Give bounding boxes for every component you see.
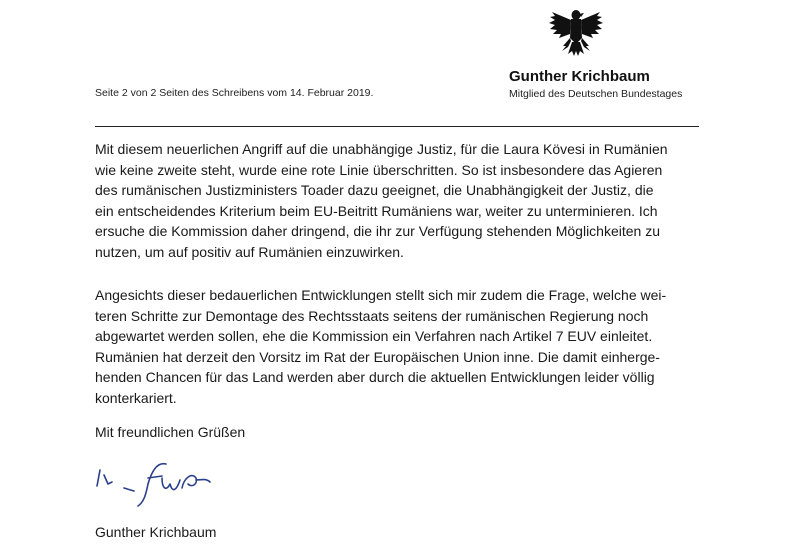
- handwritten-signature: [88, 448, 228, 510]
- text-line: ein entscheidendes Kriterium beim EU-Beitritt Rumäniens war, weiter zu unterminieren. Ich: [95, 202, 658, 219]
- body-paragraph-1: [95, 139, 715, 263]
- text-line: henden Chancen für das Land werden aber durch die aktuellen Entwicklungen leider völlig: [95, 369, 655, 386]
- text-line: Rumänien hat derzeit den Vorsitz im Rat der Europäischen Union inne. Die damit einherge-: [95, 348, 660, 365]
- text-line: abgewartet werden sollen, ehe die Kommission ein Verfahren nach Artikel 7 EUV einleitet.: [95, 328, 653, 345]
- body-paragraph-2: [95, 285, 715, 409]
- text-line: Mit diesem neuerlichen Angriff auf die unabhängige Justiz, für die Laura Kövesi in Rumänien: [95, 141, 668, 157]
- page-reference: Seite 2 von 2 Seiten des Schreibens vom 14. Februar 2019.: [95, 87, 374, 99]
- text-line: wie keine zweite steht, wurde eine rote Linie überschritten. So ist insbesondere das Agieren: [95, 161, 663, 178]
- letterhead-name: Gunther Krichbaum: [509, 68, 650, 85]
- signer-name: Gunther Krichbaum: [95, 524, 217, 540]
- text-line: ersuche die Kommission daher dringend, die ihr zur Verfügung stehenden Möglichkeiten zu: [95, 223, 661, 240]
- federal-eagle-icon: [546, 4, 606, 60]
- text-line: konterkariert.: [95, 389, 177, 406]
- text-line: teren Schritte zur Demontage des Rechtsstaats seitens der rumänischen Regierung noch: [95, 307, 649, 324]
- letterhead-role: Mitglied des Deutschen Bundestages: [509, 88, 683, 100]
- text-line: des rumänischen Justizministers Toader dazu geeignet, die Unabhängigkeit der Justiz, die: [95, 182, 654, 199]
- header-divider: [95, 126, 699, 127]
- text-line: nutzen, um auf positiv auf Rumänien einzuwirken.: [95, 243, 404, 260]
- text-line: Angesichts dieser bedauerlichen Entwicklungen stellt sich mir zudem die Frage, welche wei-: [95, 287, 667, 303]
- closing-salutation: Mit freundlichen Grüßen: [95, 424, 246, 440]
